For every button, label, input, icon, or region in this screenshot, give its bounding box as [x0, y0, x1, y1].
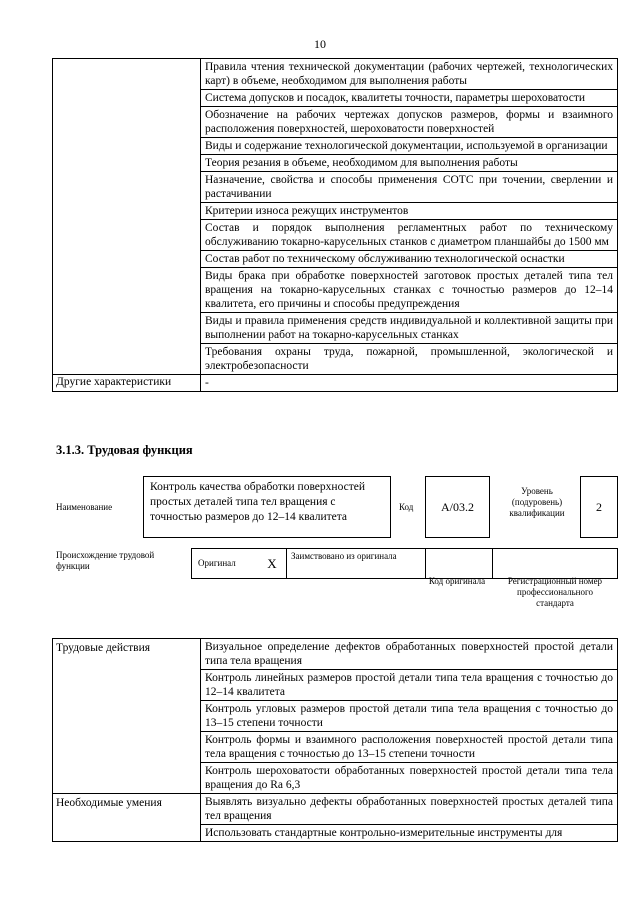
origin-code-cell [426, 549, 493, 579]
code-label: Код [399, 502, 414, 512]
knowledge-item: Обозначение на рабочих чертежах допусков размеров, формы и взаимного расположения поверхностей, шероховатости поверхностей [201, 107, 618, 138]
table-row [53, 639, 618, 670]
labor-action-item: Контроль линейных размеров простой детали типа тела вращения с точностью до 12–14 квалитета [201, 670, 618, 701]
actions-table [52, 638, 618, 842]
other-characteristics-value: - [201, 375, 618, 392]
table-row [53, 59, 618, 90]
knowledge-table [52, 58, 618, 392]
origin-table [191, 548, 618, 579]
knowledge-item: Состав работ по техническому обслуживанию технологической оснастки [201, 251, 618, 268]
other-characteristics-label: Другие характеристики [53, 375, 201, 392]
origin-original-label: Оригинал [192, 549, 259, 579]
origin-mark: X [258, 549, 287, 579]
knowledge-item: Требования охраны труда, пожарной, промышленной, экологической и электробезопасности [201, 344, 618, 375]
origin-reg-cell [493, 549, 618, 579]
knowledge-item: Система допусков и посадок, квалитеты точности, параметры шероховатости [201, 90, 618, 107]
knowledge-item: Виды и содержание технологической документации, используемой в организации [201, 138, 618, 155]
knowledge-item: Теория резания в объеме, необходимом для выполнения работы [201, 155, 618, 172]
knowledge-label-cell [53, 59, 201, 375]
labor-action-item: Визуальное определение дефектов обработанных поверхностей простой детали типа тела вращения [201, 639, 618, 670]
level-value: 2 [580, 476, 618, 538]
knowledge-item: Виды брака при обработке поверхностей заготовок простых деталей типа тел вращения на токарно-карусельных станках с точностью размеров до 12–14 квалитета, его причины и способы предупреждения [201, 268, 618, 313]
labor-action-item: Контроль угловых размеров простой детали типа тела вращения с точностью до 13–15 степени точности [201, 701, 618, 732]
function-name-box: Контроль качества обработки поверхностей простых деталей типа тел вращения с точностью размеров до 12–14 квалитета [143, 476, 391, 538]
origin-reg-caption: Регистрационный номер профессионального стандарта [507, 576, 603, 608]
section-title: 3.1.3. Трудовая функция [56, 443, 193, 457]
level-label: Уровень (подуровень) квалификации [509, 486, 565, 518]
labor-action-item: Контроль формы и взаимного расположения поверхностей простой детали типа тела вращения с точностью до 13–15 степени точности [201, 732, 618, 763]
skill-item: Использовать стандартные контрольно-измерительные инструменты для [201, 825, 618, 842]
table-row [53, 794, 618, 825]
skills-label: Необходимые умения [53, 794, 201, 842]
labor-action-item: Контроль шероховатости обработанных поверхностей простой детали типа тела вращения до Ra 6,3 [201, 763, 618, 794]
origin-label: Происхождение трудовой функции [56, 550, 155, 571]
skill-item: Выявлять визуально дефекты обработанных поверхностей простых деталей типа тел вращения [201, 794, 618, 825]
labor-actions-label: Трудовые действия [53, 639, 201, 794]
knowledge-item: Виды и правила применения средств индивидуальной и коллективной защиты при выполнении работ на токарно-карусельных станках [201, 313, 618, 344]
code-value: A/03.2 [425, 476, 490, 538]
knowledge-item: Правила чтения технической документации (рабочих чертежей, технологических карт) в объеме, необходимом для выполнения работы [201, 59, 618, 90]
table-row [192, 549, 618, 579]
page-number: 10 [314, 37, 326, 51]
name-label: Наименование [56, 502, 113, 512]
knowledge-item: Назначение, свойства и способы применения СОТС при точении, сверлении и растачивании [201, 172, 618, 203]
origin-code-caption: Код оригинала [428, 576, 486, 586]
origin-borrowed-label: Заимствовано из оригинала [287, 549, 426, 579]
knowledge-item: Критерии износа режущих инструментов [201, 203, 618, 220]
knowledge-item: Состав и порядок выполнения регламентных работ по техническому обслуживанию токарно-карусельных станков с диаметром планшайбы до 1500 мм [201, 220, 618, 251]
table-row [53, 375, 618, 392]
